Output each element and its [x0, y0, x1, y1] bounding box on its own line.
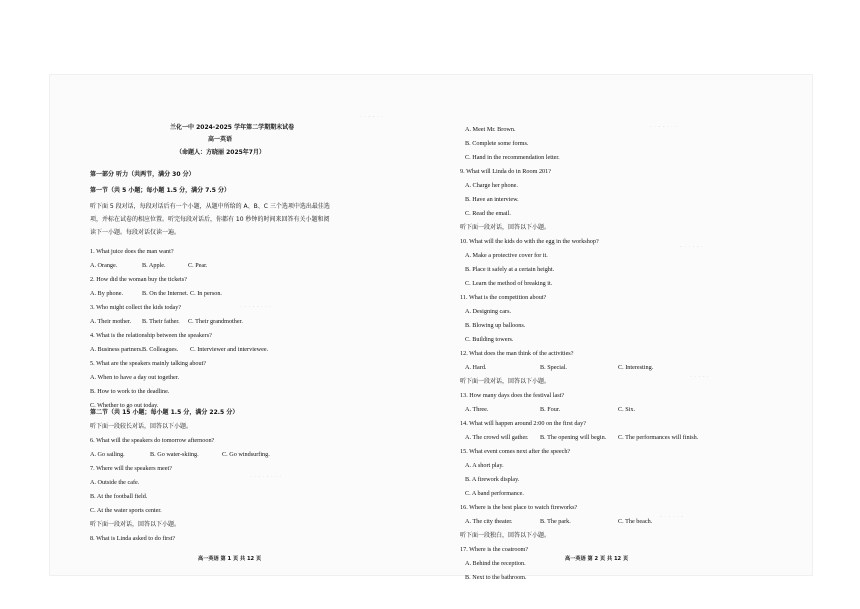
answer-option: B. At the football field.: [90, 493, 148, 500]
listen-instruction: 听下面一段对话，回答以下小题。: [460, 378, 551, 385]
exam-author: （命题人：方晓丽 2025年7月）: [176, 149, 265, 156]
answer-option: B. A firework display.: [465, 476, 520, 483]
answer-option: B. Blowing up balloons.: [465, 322, 526, 329]
question-stem: 8. What is Linda asked to do first?: [90, 535, 176, 542]
answer-option: C. A band performance.: [465, 490, 524, 497]
left-column: [50, 75, 420, 575]
answer-option: B. Have an interview.: [465, 196, 519, 203]
instruction-line-3: 读下一小题。每段对话仅读一遍。: [90, 229, 181, 236]
listen-instruction: 听下面一段对话，回答以下小题。: [460, 224, 551, 231]
bleed-text: · · - · - · · ·: [250, 474, 282, 480]
bleed-text: · · - - · ·: [360, 114, 384, 120]
bleed-text: - · · · - ·: [680, 244, 704, 250]
answer-option: C. Interesting.: [618, 364, 654, 371]
answer-option: A. When to have a day out together.: [90, 374, 180, 381]
answer-option: A. Make a protective cover for it.: [465, 252, 548, 259]
answer-option: B. Their father.: [142, 318, 180, 325]
question-stem: 17. Where is the coatroom?: [460, 546, 529, 553]
section2-title: 第二节（共 15 小题；每小题 1.5 分，满分 22.5 分）: [90, 409, 239, 416]
bleed-text: · · · - - · · ·: [240, 304, 272, 310]
answer-option: B. How to work to the deadline.: [90, 388, 170, 395]
answer-option: C. In person.: [190, 290, 222, 297]
answer-option: C. Pear.: [188, 262, 208, 269]
page-footer-right: 高一英语 第 2 页 共 12 页: [565, 556, 629, 562]
answer-option: C. The performances will finish.: [618, 434, 699, 441]
question-stem: 5. What are the speakers mainly talking about?: [90, 360, 207, 367]
question-stem: 4. What is the relationship between the speakers?: [90, 332, 212, 339]
answer-option: B. The opening will begin.: [540, 434, 607, 441]
answer-option: C. Interviewer and interviewee.: [190, 346, 269, 353]
answer-option: A. Outside the cafe.: [90, 479, 140, 486]
instruction-line-2: 项，并标在试卷的相应位置。听完每段对话后，你都有 10 秒钟的时间来回答有关小题和阅: [90, 216, 330, 223]
question-stem: 9. What will Linda do in Room 201?: [460, 168, 551, 175]
section2-listen-instruction: 听下面一段较长对话，回答以下小题。: [90, 423, 193, 430]
answer-option: A. Three.: [465, 406, 489, 413]
answer-option: A. Go sailing.: [90, 451, 125, 458]
bleed-text: · · · - ·: [690, 374, 710, 380]
answer-option: A. The crowd will gather.: [465, 434, 529, 441]
answer-option: C. Learn the method of breaking it.: [465, 280, 553, 287]
answer-option: B. Go water-skiing.: [150, 451, 199, 458]
answer-option: A. The city theater.: [465, 518, 513, 525]
question-stem: 3. Who might collect the kids today?: [90, 304, 182, 311]
answer-option: B. Colleagues.: [142, 346, 179, 353]
page-footer-left: 高一英语 第 1 页 共 12 页: [198, 556, 262, 562]
question-stem: 14. What will happen around 2:00 on the first day?: [460, 420, 587, 427]
answer-option: A. Orange.: [90, 262, 118, 269]
exam-subject: 高一英语: [208, 136, 233, 143]
question-stem: 12. What does the man think of the activities?: [460, 350, 574, 357]
question-stem: 7. Where will the speakers meet?: [90, 465, 173, 472]
answer-option: B. Next to the bathroom.: [465, 574, 527, 581]
instruction-line-1: 听下面 5 段对话，每段对话后有一个小题，从题中所给的 A、B、C 三个选项中选出最佳选: [90, 203, 330, 210]
answer-option: A. Meet Mr. Brown.: [465, 126, 516, 133]
answer-option: A. Behind the reception.: [465, 560, 526, 567]
question-stem: 10. What will the kids do with the egg in the workshop?: [460, 238, 599, 245]
question-stem: 16. Where is the best place to watch fireworks?: [460, 504, 578, 511]
question-stem: 13. How many days does the festival last?: [460, 392, 565, 399]
answer-option: A. Designing cars.: [465, 308, 512, 315]
bleed-text: · · - - · · ·: [650, 124, 678, 130]
answer-option: B. Complete some forms.: [465, 140, 529, 147]
answer-option: B. On the Internet.: [142, 290, 189, 297]
answer-option: A. Their mother.: [90, 318, 132, 325]
bleed-text: - · · · · -: [660, 514, 684, 520]
part1-title: 第一部分 听力（共两节，满分 30 分）: [90, 171, 195, 178]
answer-option: B. The park.: [540, 518, 571, 525]
answer-option: A. Charge her phone.: [465, 182, 518, 189]
listen-instruction: 听下面一段独白，回答以下小题。: [460, 532, 551, 539]
question-stem: 6. What will the speakers do tomorrow afternoon?: [90, 437, 215, 444]
answer-option: C. The beach.: [618, 518, 653, 525]
answer-option: C. Six.: [618, 406, 636, 413]
question-stem: 11. What is the competition about?: [460, 294, 547, 301]
right-column: [430, 75, 812, 581]
question-stem: 15. What event comes next after the speech?: [460, 448, 571, 455]
answer-option: C. Hand in the recommendation letter.: [465, 154, 560, 161]
question-stem: 1. What juice does the man want?: [90, 248, 174, 255]
question-stem: 2. How did the woman buy the tickets?: [90, 276, 187, 283]
answer-option: C. Read the email.: [465, 210, 511, 217]
answer-option: A. Business partners.: [90, 346, 143, 353]
exam-title: 兰化一中 2024-2025 学年第二学期期末试卷: [170, 124, 295, 131]
answer-option: A. Hard.: [465, 364, 487, 371]
exam-sheet: [50, 75, 812, 581]
answer-option: C. Building towers.: [465, 336, 514, 343]
answer-option: C. Whether to go out today.: [90, 402, 159, 409]
section1-title: 第一节（共 5 小题；每小题 1.5 分，满分 7.5 分）: [90, 187, 230, 194]
answer-option: B. Place it safely at a certain height.: [465, 266, 555, 273]
answer-option: B. Apple.: [142, 262, 166, 269]
answer-option: C. Go windsurfing.: [222, 451, 270, 458]
answer-option: A. By phone.: [90, 290, 123, 297]
listen-instruction-q8: 听下面一段对话，回答以下小题。: [90, 521, 181, 528]
answer-option: B. Special.: [540, 364, 567, 371]
answer-option: C. At the water sports center.: [90, 507, 162, 514]
answer-option: B. Four.: [540, 406, 561, 413]
answer-option: A. A short play.: [465, 462, 504, 469]
answer-option: C. Their grandmother.: [188, 318, 243, 325]
